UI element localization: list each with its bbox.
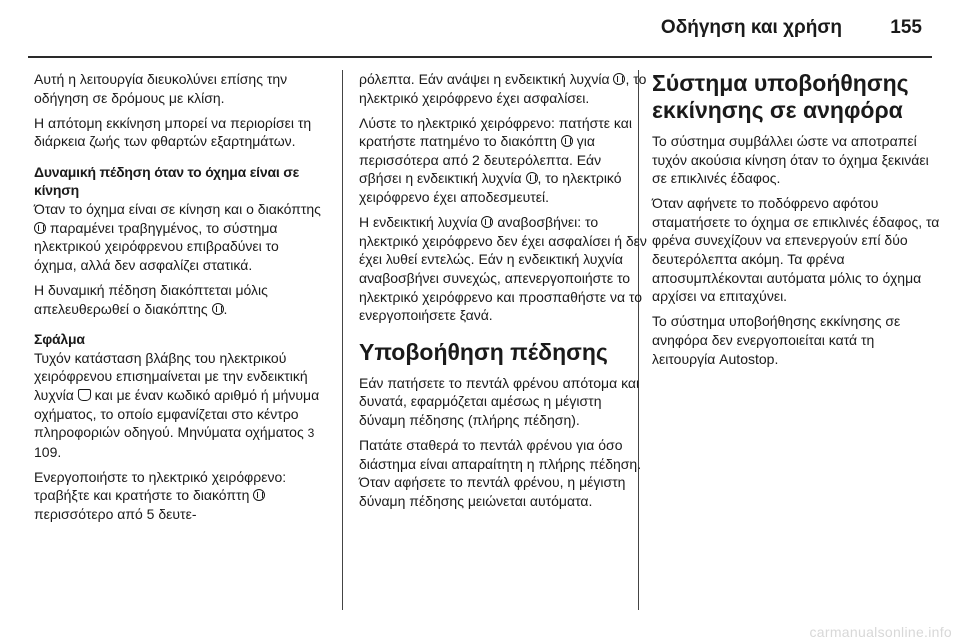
paragraph: Το σύστημα συμβάλλει ώστε να αποτραπεί τυχόν ακούσια κίνηση όταν το όχημα ξεκινάει σε επικλινές έδαφος. [652,133,929,187]
text-run: Ενεργοποιήστε το ηλεκτρικό χειρόφρενο: τραβήξτε και κρατήστε το διακόπτη [34,468,287,504]
paragraph [34,349,322,462]
page-title: Οδήγηση και χρήση [660,17,842,38]
text-run: για περισσότερα από 2 δευτερόλεπτα. Εάν σβήσει η ενδεικτική λυχνία [359,133,602,187]
text-run: περισσότερο από 5 δευτε- [34,505,197,522]
text-run: , το ηλεκτρικό χειρόφρενο έχει αποδεσμευτεί. [359,170,622,206]
section-heading: Υποβοήθηση πέδησης [359,338,608,365]
column-divider [342,70,343,610]
subsection-title: Σφάλμα [34,331,85,348]
page-header [0,0,960,56]
paragraph [359,70,647,107]
column-left [34,70,322,530]
parking-brake-icon [561,135,573,147]
parking-brake-icon [34,222,46,234]
paragraph: Πατάτε σταθερά το πεντάλ φρένου για όσο διάστημα είναι απαραίτητη η πλήρης πέδηση. Όταν αφήσετε το πεντάλ φρένου, η μέγιστη δύναμη πέδησης μειώνεται αυτόματα. [359,437,642,509]
column-middle [359,70,647,517]
text-run: Η ενδεικτική λυχνία [359,214,482,231]
parking-brake-icon [526,172,538,184]
parking-brake-icon [212,303,224,315]
paragraph: Εάν πατήσετε το πεντάλ φρένου απότομα και δυνατά, εφαρμόζεται αμέσως η μέγιστη δύναμη πέδησης (πλήρης πέδηση). [359,374,640,428]
section-heading: Σύστημα υποβοήθησης εκκίνησης σε ανηφόρα [652,70,909,123]
paragraph [359,114,647,207]
text-run: Τυχόν κατάσταση βλάβης του ηλεκτρικού χειρόφρενου επισημαίνεται με την ενδεικτική λυχνία [34,349,308,403]
header-rule [28,56,932,58]
paragraph: Το σύστημα υποβοήθησης εκκίνησης σε ανηφόρα δεν ενεργοποιείται κατά τη λειτουργία Autostop. [652,313,901,367]
text-run: ρόλεπτα. Εάν ανάψει η ενδεικτική λυχνία [359,71,614,87]
paragraph: Όταν αφήνετε το ποδόφρενο αφότου σταματήσετε το όχημα σε επικλινές έδαφος, τα φρένα συνεχίζουν να επενεργούν επί δύο δευτερόλεπτα ακόμη. Τα φρένα αποσυμπλέκονται αυτόματα μόλις το όχημα αρχίσει να επιταχύνει. [652,195,940,305]
column-right [652,70,940,375]
paragraph [359,213,647,325]
wrench-icon [78,389,91,401]
watermark: carmanualsonline.info [809,624,952,640]
page-reference-link[interactable]: 109. [34,443,62,460]
page-reference-arrow-icon[interactable]: 3 [307,426,315,441]
text-run: Η δυναμική πέδηση διακόπτεται μόλις απελευθερωθεί ο διακόπτης [34,281,268,317]
subsection-title: Δυναμική πέδηση όταν το όχημα είναι σε κίνηση [34,163,300,199]
paragraph [34,468,322,524]
parking-brake-icon [613,73,625,85]
paragraph: Η απότομη εκκίνηση μπορεί να περιορίσει τη διάρκεια ζωής των φθαρτών εξαρτημάτων. [34,114,312,150]
parking-brake-icon [481,216,493,228]
text-run: παραμένει τραβηγμένος, το σύστημα ηλεκτρικού χειρόφρενου επιβραδύνει το όχημα, αλλά δεν ασφαλίζει στατικά. [34,219,279,273]
page-number: 155 [890,17,922,38]
text-run: και με έναν κωδικό αριθμό ή μήνυμα οχήματος, το οποίο εμφανίζεται στο κέντρο πληροφοριών οδηγού. Μηνύματα οχήματος [34,386,320,441]
text-run: αναβοσβήνει: το ηλεκτρικό χειρόφρενο δεν έχει ασφαλίσει ή δεν έχει λυθεί εντελώς. Εάν η ενδεικτική λυχνία αναβοσβήνει συνεχώς, απενεργοποιήστε το ηλεκτρικό χειρόφρενο και προσπαθήστε να το ενεργοποιήσετε ξανά. [359,214,647,324]
text-run: , το ηλεκτρικό χειρόφρενο έχει ασφαλίσει. [359,71,647,106]
paragraph [34,281,322,318]
text-run: Λύστε το ηλεκτρικό χειρόφρενο: πατήστε και κρατήστε πατημένο το διακόπτη [359,114,632,150]
text-run: . [223,300,228,317]
paragraph [34,200,322,274]
text-run: Όταν το όχημα είναι σε κίνηση και ο διακόπτης [34,201,321,218]
paragraph: Αυτή η λειτουργία διευκολύνει επίσης την οδήγηση σε δρόμους με κλίση. [34,71,288,106]
parking-brake-icon [253,489,265,501]
